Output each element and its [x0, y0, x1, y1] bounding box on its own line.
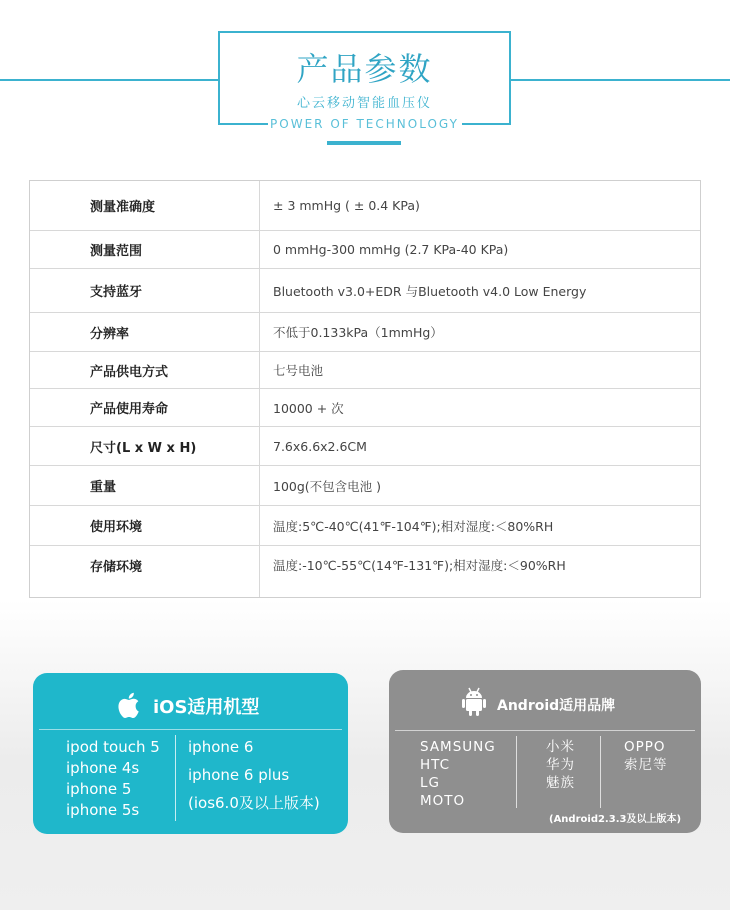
android-icon [461, 686, 487, 718]
ios-device: ipod touch 5 [66, 738, 160, 756]
android-compatibility-card [389, 670, 701, 833]
ios-device-list-1 [66, 737, 160, 821]
ios-card-header [33, 687, 348, 725]
spec-value: 0 mmHg-300 mmHg (2.7 KPa-40 KPa) [273, 242, 509, 257]
spec-row [30, 389, 700, 427]
spec-label: 重量 [30, 466, 260, 505]
spec-row [30, 181, 700, 231]
spec-row [30, 466, 700, 506]
android-card-column-divider [600, 736, 601, 808]
spec-row [30, 231, 700, 269]
spec-value: 不低于0.133kPa（1mmHg） [273, 325, 443, 340]
spec-value: ± 3 mmHg ( ± 0.4 KPa) [273, 198, 420, 213]
header-underbar [327, 141, 401, 145]
ios-device: iphone 4s [66, 759, 140, 777]
android-brand: SAMSUNG [420, 739, 496, 755]
android-brand: 小米 [546, 739, 575, 755]
spec-label: 支持蓝牙 [30, 269, 260, 312]
android-brand: 华为 [546, 757, 575, 773]
ios-device: iphone 6 [188, 738, 254, 756]
ios-compatibility-card [33, 673, 348, 834]
android-version-note: (Android2.3.3及以上版本) [549, 814, 682, 825]
spec-label: 产品使用寿命 [30, 389, 260, 426]
ios-version-note: (ios6.0及以上版本) [188, 794, 320, 812]
spec-row [30, 546, 700, 597]
android-brand: OPPO [624, 739, 666, 755]
android-brand-list-3 [624, 738, 668, 774]
android-brand: LG [420, 775, 440, 791]
header-line-left [0, 79, 218, 81]
android-card-column-divider [516, 736, 517, 808]
header-line-right [511, 79, 730, 81]
spec-label: 测量准确度 [30, 181, 260, 230]
android-brand: MOTO [420, 793, 466, 809]
page-subtitle: 心云移动智能血压仪 [296, 96, 432, 111]
spec-label: 存储环境 [30, 546, 260, 597]
page-title: 产品参数 [296, 50, 433, 88]
page-tagline: POWER OF TECHNOLOGY [270, 117, 459, 131]
ios-card-title: iOS适用机型 [153, 697, 260, 718]
ios-device-list-2 [188, 737, 320, 821]
spec-label: 尺寸(L x W x H) [30, 427, 260, 465]
android-brand: HTC [420, 757, 451, 773]
ios-device: iphone 5s [66, 801, 140, 819]
spec-label: 产品供电方式 [30, 352, 260, 388]
spec-table [29, 180, 701, 598]
android-card-title: Android适用品牌 [497, 698, 616, 714]
spec-value: 七号电池 [273, 363, 324, 378]
ios-device: iphone 5 [66, 780, 132, 798]
ios-device: iphone 6 plus [188, 766, 290, 784]
spec-label: 使用环境 [30, 506, 260, 545]
ios-card-column-divider [175, 735, 176, 821]
spec-value: 7.6x6.6x2.6CM [273, 438, 367, 454]
android-card-divider [395, 730, 695, 731]
android-brand: 索尼等 [624, 757, 668, 773]
spec-value: Bluetooth v3.0+EDR 与Bluetooth v4.0 Low Energy [273, 283, 587, 299]
spec-row [30, 313, 700, 352]
apple-icon [111, 687, 147, 723]
android-brand-list-2 [546, 738, 575, 792]
spec-value: 100g(不包含电池 ) [273, 478, 382, 494]
spec-row [30, 269, 700, 313]
spec-value: 10000 + 次 [273, 400, 344, 416]
spec-row [30, 352, 700, 389]
spec-value: 温度:-10℃-55℃(14℉-131℉);相对湿度:＜90%RH [273, 558, 566, 573]
android-brand-list-1 [420, 738, 496, 810]
spec-label: 测量范围 [30, 231, 260, 268]
ios-card-divider [39, 729, 342, 730]
spec-value: 温度:5℃-40℃(41℉-104℉);相对湿度:＜80%RH [273, 518, 554, 534]
android-brand: 魅族 [546, 775, 575, 791]
spec-row [30, 427, 700, 466]
spec-label: 分辨率 [30, 313, 260, 351]
spec-row [30, 506, 700, 546]
